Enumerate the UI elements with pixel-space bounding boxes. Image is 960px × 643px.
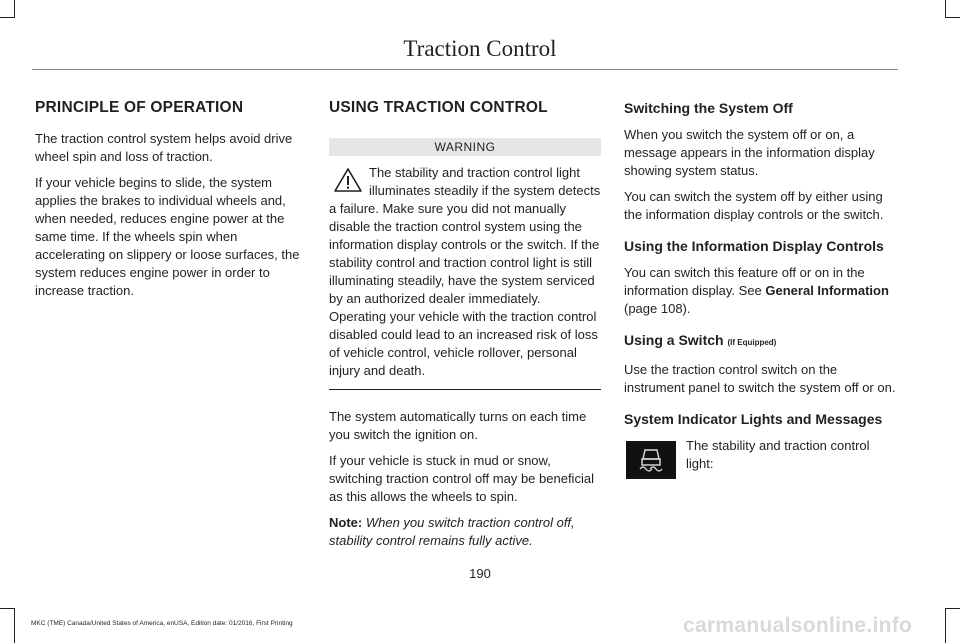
column-system-controls xyxy=(624,98,897,497)
paragraph xyxy=(624,264,897,318)
crop-mark-bottom-right-v xyxy=(945,608,946,643)
paragraph: The traction control system helps avoid drive wheel spin and loss of traction. xyxy=(35,131,293,164)
heading-system-indicator-lights: System Indicator Lights and Messages xyxy=(624,411,883,427)
warning-label: WARNING xyxy=(329,138,601,156)
column-principle xyxy=(35,98,307,308)
heading-switching-system-off: Switching the System Off xyxy=(624,100,793,116)
stability-control-light-icon xyxy=(626,441,676,479)
heading-information-display-controls: Using the Information Display Controls xyxy=(624,238,884,254)
if-equipped-label: (If Equipped) xyxy=(727,338,777,347)
paragraph: If your vehicle is stuck in mud or snow, switching traction control off may be beneficial as this allows the wheels to spin. xyxy=(329,453,594,504)
crop-mark-top-right-h xyxy=(945,17,960,18)
header-divider xyxy=(32,69,898,70)
footer-edition-info: MKC (TME) Canada/United States of America, enUSA, Edition date: 01/2016, First Printing xyxy=(31,620,293,627)
paragraph: Use the traction control switch on the instrument panel to switch the system off or on. xyxy=(624,362,896,395)
warning-body xyxy=(329,164,601,380)
warning-divider xyxy=(329,389,601,390)
indicator-row xyxy=(624,437,897,497)
paragraph: The system automatically turns on each time you switch the ignition on. xyxy=(329,409,587,442)
column-using-traction-control xyxy=(329,98,601,558)
paragraph: When you switch the system off or on, a message appears in the information display showing system status. xyxy=(624,127,875,178)
crop-mark-bottom-left-v xyxy=(14,608,15,643)
heading-principle-of-operation: PRINCIPLE OF OPERATION xyxy=(35,99,244,116)
crop-mark-bottom-left-h xyxy=(0,608,15,609)
note-text: When you switch traction control off, stability control remains fully active. xyxy=(329,515,575,548)
cross-reference-link[interactable]: General Information xyxy=(765,283,889,298)
note xyxy=(329,514,601,550)
paragraph: You can switch the system off by either using the information display controls or the switch. xyxy=(624,189,884,222)
info-display-text: You can switch this feature off or on in the information display. See xyxy=(624,265,865,298)
heading-using-traction-control: USING TRACTION CONTROL xyxy=(329,99,548,116)
page-number: 190 xyxy=(469,566,491,581)
crop-mark-top-left-v xyxy=(14,0,15,18)
heading-using-a-switch xyxy=(624,330,897,353)
warning-text: The stability and traction control light illuminates steadily if the system detects a failure. Make sure you did not manually disable the traction control system using the information display controls or the switch. If the stability control and traction control light is still illuminating steadily, have the system serviced by an authorized dealer immediately. Operating your vehicle with the traction control disabled could lead to an increased risk of loss of vehicle control, vehicle rollover, personal injury and death. xyxy=(329,165,601,378)
page-title: Traction Control xyxy=(403,36,557,61)
paragraph: If your vehicle begins to slide, the system applies the brakes to individual wheels and, when needed, reduces engine power at the same time. If the wheels spin when accelerating on slippery or loose surfaces, the system reduces engine power in order to increase traction. xyxy=(35,175,300,298)
switch-heading-text: Using a Switch xyxy=(624,332,724,348)
crop-mark-top-right-v xyxy=(945,0,946,18)
crop-mark-top-left-h xyxy=(0,17,15,18)
note-label: Note: xyxy=(329,515,363,530)
indicator-description: The stability and traction control light: xyxy=(686,438,870,471)
warning-box xyxy=(329,138,601,390)
crop-mark-bottom-right-h xyxy=(945,608,960,609)
watermark: carmanualsonline.info xyxy=(683,614,913,637)
warning-triangle-icon xyxy=(333,167,363,193)
page-reference: (page 108). xyxy=(624,301,691,316)
